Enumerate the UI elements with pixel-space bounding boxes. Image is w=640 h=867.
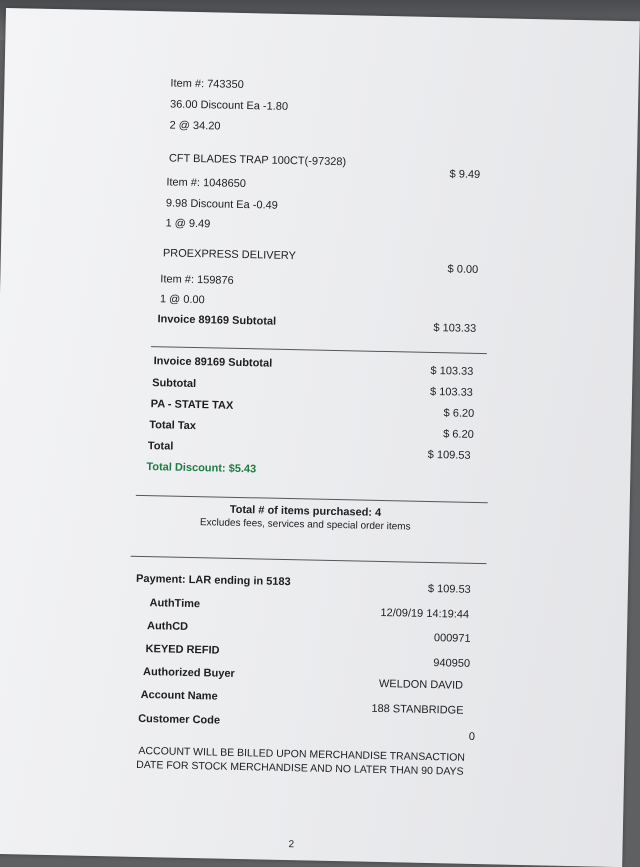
receipt-page [0,8,640,867]
item-number: Item #: 159876 [160,273,234,287]
payment-value: 000971 [433,632,471,645]
totals-label: Total [147,440,174,453]
invoice-subtotal-label: Invoice 89169 Subtotal [157,313,277,328]
invoice-subtotal-value: $ 103.33 [433,322,477,335]
payment-label: KEYED REFID [145,643,220,657]
item-quantity: 1 @ 9.49 [165,217,211,231]
totals-value: $ 6.20 [443,407,475,420]
totals-value: $ 103.33 [430,364,474,378]
items-purchased-count: Total # of items purchased: 4 [229,503,382,519]
payment-label: Payment: LAR ending in 5183 [135,572,291,589]
payment-label: Authorized Buyer [142,666,235,680]
payment-value: 940950 [433,657,471,670]
item-quantity: 2 @ 34.20 [169,119,221,133]
payment-value: WELDON DAVID [378,677,464,692]
item-price: $ 0.00 [447,263,479,276]
item-number: Item #: 743350 [170,77,244,91]
item-number: Item #: 1048650 [166,176,247,191]
item-description: PROEXPRESS DELIVERY [162,247,297,263]
payment-value: 12/09/19 14:19:44 [380,606,470,621]
item-discount: 9.98 Discount Ea -0.49 [165,197,278,212]
payment-label: Account Name [140,688,218,703]
payment-value: 188 STANBRIDGE [371,702,464,717]
payment-value: 0 [468,730,476,743]
billing-note-line: DATE FOR STOCK MERCHANDISE AND NO LATER THAN 90 DAYS [136,758,464,778]
payment-label: AuthCD [146,620,189,633]
totals-label: Subtotal [152,377,197,391]
payment-label: Customer Code [138,712,221,727]
totals-value: $ 109.53 [427,448,471,462]
billing-note-line: ACCOUNT WILL BE BILLED UPON MERCHANDISE TRANSACTION [138,744,466,764]
totals-value: $ 6.20 [443,428,474,441]
payment-value: $ 109.53 [427,582,471,596]
item-discount: 36.00 Discount Ea -1.80 [169,98,289,113]
totals-label: Invoice 89169 Subtotal [153,355,273,370]
totals-label: Total Tax [149,419,197,433]
totals-value: $ 103.33 [429,385,473,399]
payment-label: AuthTime [149,597,201,611]
item-price: $ 9.49 [449,168,481,181]
page-number: 2 [288,839,295,851]
item-quantity: 1 @ 0.00 [159,293,205,307]
item-description: CFT BLADES TRAP 100CT(-97328) [168,152,347,169]
total-discount: Total Discount: $5.43 [146,461,257,476]
divider [151,346,487,354]
divider [131,556,487,564]
totals-label: PA - STATE TAX [150,398,234,412]
items-purchased-note: Excludes fees, services and special order items [199,517,411,533]
